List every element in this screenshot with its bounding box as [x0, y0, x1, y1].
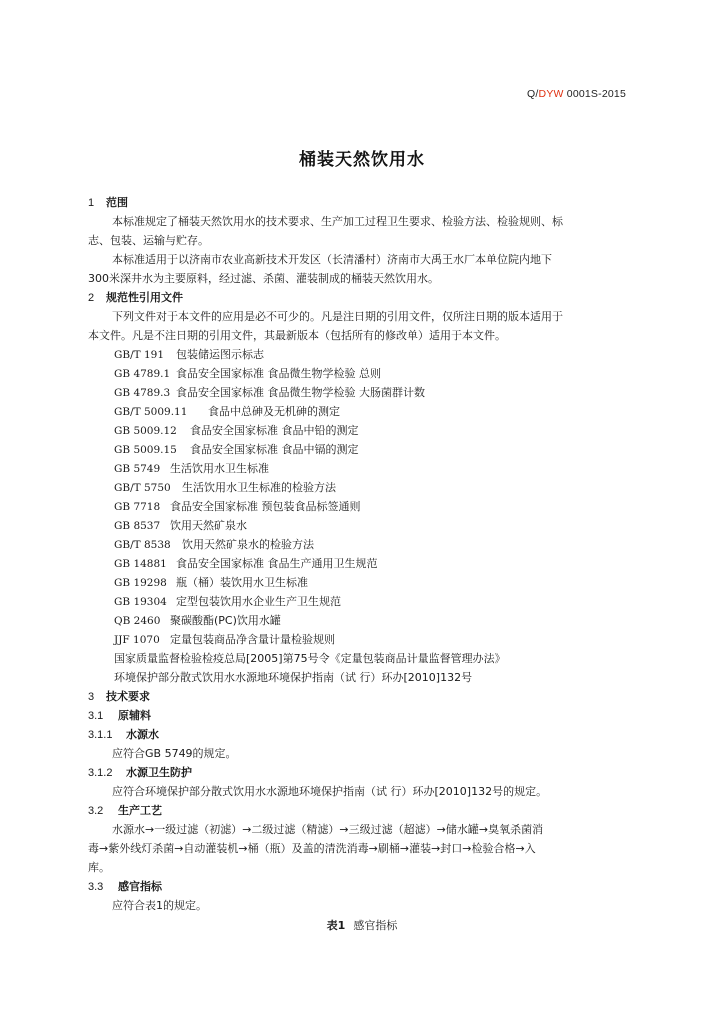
reference-item: QB 2460 聚碳酸酯(PC)饮用水罐	[114, 614, 281, 627]
subsection-heading-3-1-2: 3.1.2 水源卫生防护	[88, 766, 192, 779]
reference-item: GB 5009.12 食品安全国家标准 食品中铅的测定	[114, 424, 359, 437]
reference-item: GB 7718 食品安全国家标准 预包装食品标签通则	[114, 500, 361, 513]
paragraph-line: 300米深井水为主要原料，经过滤、杀菌、灌装制成的桶装天然饮用水。	[88, 272, 439, 285]
paragraph-line: 毒→紫外线灯杀菌→自动灌装机→桶（瓶）及盖的清洗消毒→刷桶→灌装→封口→检验合格→入	[88, 842, 536, 855]
paragraph-line: 应符合GB 5749的规定。	[112, 747, 237, 760]
reference-item: GB 5009.15 食品安全国家标准 食品中镉的测定	[114, 443, 359, 456]
reference-item: GB/T 8538 饮用天然矿泉水的检验方法	[114, 538, 314, 551]
subsection-heading-3-1: 3.1 原辅料	[88, 709, 151, 722]
paragraph-line: 本标准规定了桶装天然饮用水的技术要求、生产加工过程卫生要求、检验方法、检验规则、标	[112, 215, 563, 228]
standard-code: Q/DYW 0001S-2015	[527, 88, 626, 100]
paragraph-line: 应符合环境保护部分散式饮用水水源地环境保护指南（试 行）环办[2010]132号的规定。	[112, 785, 548, 798]
paragraph-line: 应符合表1的规定。	[112, 899, 207, 912]
reference-item: GB 5749 生活饮用水卫生标准	[114, 462, 269, 475]
paragraph-line: 下列文件对于本文件的应用是必不可少的。凡是注日期的引用文件，仅所注日期的版本适用于	[112, 310, 563, 323]
paragraph-line: 志、包装、运输与贮存。	[88, 234, 209, 247]
paragraph-line: 库。	[88, 861, 110, 874]
section-heading-3: 3 技术要求	[88, 690, 150, 703]
reference-item: 国家质量监督检验检疫总局[2005]第75号令《定量包装商品计量监督管理办法》	[114, 652, 506, 665]
reference-item: GB 19304 定型包装饮用水企业生产卫生规范	[114, 595, 341, 608]
section-heading-2: 2 规范性引用文件	[88, 291, 183, 304]
subsection-heading-3-3: 3.3 感官指标	[88, 880, 162, 893]
reference-item: GB 14881 食品安全国家标准 食品生产通用卫生规范	[114, 557, 378, 570]
reference-item: GB 4789.3 食品安全国家标准 食品微生物学检验 大肠菌群计数	[114, 386, 425, 399]
reference-item: GB 19298 瓶（桶）装饮用水卫生标准	[114, 576, 308, 589]
paragraph-line: 水源水→一级过滤（初滤）→二级过滤（精滤）→三级过滤（超滤）→储水罐→臭氧杀菌消	[112, 823, 544, 836]
reference-item: 环境保护部分散式饮用水水源地环境保护指南（试 行）环办[2010]132号	[114, 671, 473, 684]
paragraph-line: 本标准适用于以济南市农业高新技术开发区（长清潘村）济南市大禹王水厂本单位院内地下	[112, 253, 552, 266]
section-heading-1: 1 范围	[88, 196, 128, 209]
subsection-heading-3-1-1: 3.1.1 水源水	[88, 728, 159, 741]
reference-item: GB/T 191 包装储运图示标志	[114, 348, 264, 361]
reference-item: GB 4789.1 食品安全国家标准 食品微生物学检验 总则	[114, 367, 381, 380]
subsection-heading-3-2: 3.2 生产工艺	[88, 804, 162, 817]
reference-item: GB 8537 饮用天然矿泉水	[114, 519, 247, 532]
page-title: 桶装天然饮用水	[299, 150, 425, 170]
table-caption: 表1 感官指标	[326, 919, 398, 932]
paragraph-line: 本文件。凡是不注日期的引用文件，其最新版本（包括所有的修改单）适用于本文件。	[88, 329, 506, 342]
reference-item: GB/T 5009.11 食品中总砷及无机砷的测定	[114, 405, 340, 418]
reference-item: JJF 1070 定量包装商品净含量计量检验规则	[114, 633, 335, 646]
reference-item: GB/T 5750 生活饮用水卫生标准的检验方法	[114, 481, 336, 494]
code-highlight: DYW	[538, 88, 564, 100]
document-body	[88, 193, 636, 935]
